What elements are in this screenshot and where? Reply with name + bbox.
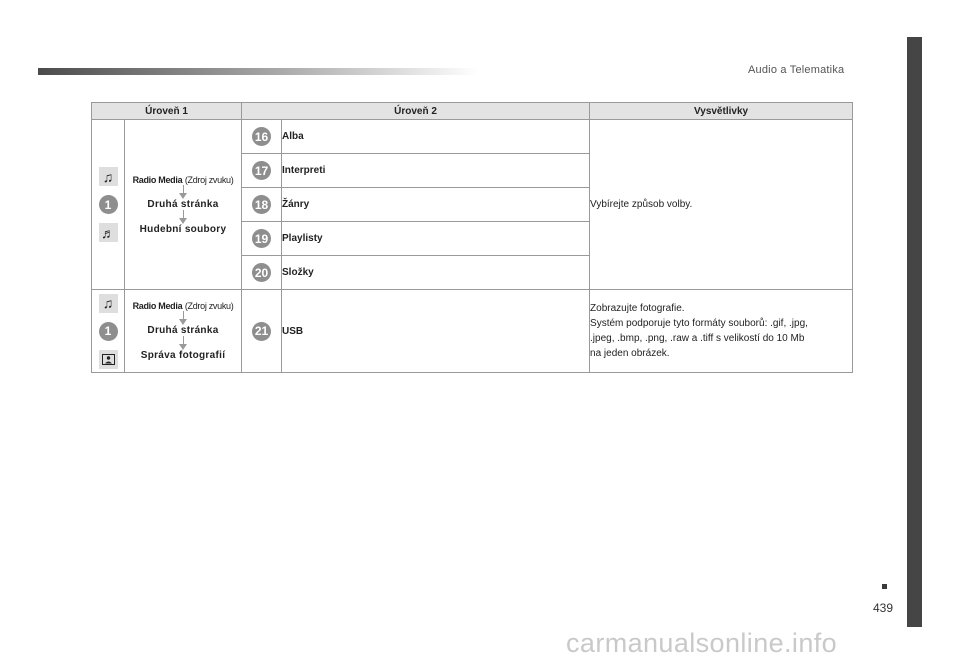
- music-note-icon: ♫: [99, 167, 118, 186]
- section-title: Audio a Telematika: [748, 64, 845, 76]
- step-badge: 1: [99, 195, 118, 214]
- page-marker: [882, 584, 887, 589]
- item-label-folders: Složky: [282, 256, 590, 290]
- header-level2: Úroveň 2: [242, 103, 590, 120]
- item-number-badge: 16: [252, 127, 271, 146]
- page-number: 439: [873, 601, 894, 615]
- step-badge: 1: [99, 322, 118, 341]
- watermark: carmanualsonline.info: [566, 628, 838, 658]
- header-explanations: Vysvětlivky: [590, 103, 853, 120]
- source-label: Radio Media (Zdroj zvuku): [132, 301, 234, 311]
- second-page-label: Druhá stránka: [147, 198, 219, 210]
- arrow-down-icon: [179, 185, 187, 199]
- table-row: [92, 290, 853, 373]
- item-number-badge: 19: [252, 229, 271, 248]
- chapter-side-bar: [907, 37, 922, 627]
- item-label-albums: Alba: [282, 120, 590, 154]
- item-label-genres: Žánry: [282, 188, 590, 222]
- description-photos: Zobrazujte fotografie. Systém podporuje tyto formáty souborů: .gif, .jpg, .jpeg, .bmp, .png, .raw a .tiff s velikostí do 10 Mb na jeden obrázek.: [590, 290, 853, 373]
- source-label: Radio Media (Zdroj zvuku): [132, 174, 234, 185]
- item-label-usb: USB: [282, 290, 590, 373]
- level1-icons: [92, 290, 125, 373]
- table-header-row: [92, 103, 853, 120]
- header-level1: Úroveň 1: [92, 103, 242, 120]
- arrow-down-icon: [179, 210, 187, 224]
- second-page-label: Druhá stránka: [147, 325, 219, 336]
- level1-icons: [92, 120, 125, 290]
- item-number-badge: 18: [252, 195, 271, 214]
- arrow-down-icon: [179, 311, 187, 325]
- description-selection: Vybírejte způsob volby.: [590, 120, 853, 290]
- item-number-badge: 20: [252, 263, 271, 282]
- table-row: [92, 120, 853, 154]
- menu-table: [91, 102, 853, 373]
- photo-icon: [99, 350, 118, 369]
- item-number-badge: 21: [252, 322, 271, 341]
- item-number-badge: 17: [252, 161, 271, 180]
- arrow-down-icon: [179, 336, 187, 350]
- header-gradient-bar: [38, 68, 478, 75]
- music-files-label: Hudební soubory: [139, 223, 227, 235]
- music-note-icon: ♫: [99, 294, 118, 313]
- item-label-playlists: Playlisty: [282, 222, 590, 256]
- music-file-icon: ♬: [99, 223, 118, 242]
- level1-menu-path: [125, 120, 242, 290]
- level1-menu-path: [125, 290, 242, 373]
- item-label-artists: Interpreti: [282, 154, 590, 188]
- photo-management-label: Správa fotografií: [140, 350, 226, 361]
